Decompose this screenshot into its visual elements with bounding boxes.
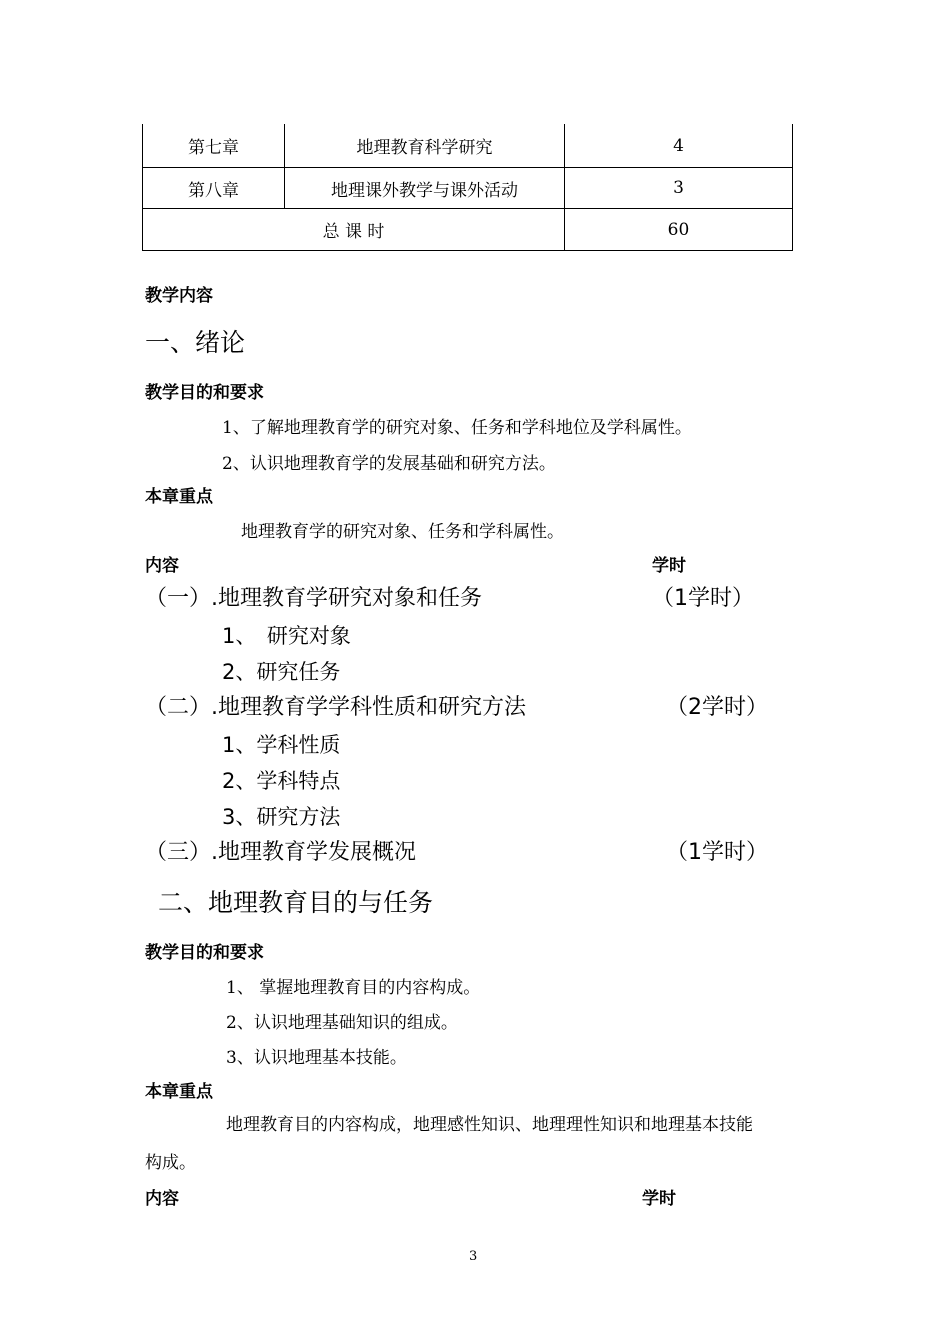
section-1-2-item-3: 3、研究方法	[222, 805, 341, 829]
section-1-2-hours: （2学时）	[666, 695, 768, 720]
table-row	[143, 124, 793, 168]
table-total-row	[143, 209, 793, 251]
chapter-2-focus-label: 本章重点	[145, 1082, 213, 1102]
section-1-1-title: （一）.地理教育学研究对象和任务	[145, 586, 482, 611]
chapter-2-content-label: 内容	[145, 1189, 179, 1209]
page-number: 3	[469, 1249, 478, 1264]
chapter-2-goals-label: 教学目的和要求	[145, 943, 264, 963]
chapter-2-goal-1: 1、 掌握地理教育目的内容构成。	[226, 978, 481, 998]
teaching-content-label: 教学内容	[145, 286, 213, 306]
chapter-1-title: 一、绪论	[145, 328, 246, 357]
chapter-2-goal-3: 3、认识地理基本技能。	[226, 1048, 407, 1068]
section-1-2-item-1: 1、学科性质	[222, 733, 341, 757]
chapter-1-goal-2: 2、认识地理教育学的发展基础和研究方法。	[222, 454, 556, 474]
section-1-1-item-2: 2、研究任务	[222, 660, 341, 684]
chapter-2-goal-2: 2、认识地理基础知识的组成。	[226, 1013, 458, 1033]
chapter-title-cell: 地理课外教学与课外活动	[285, 168, 565, 209]
table-row	[143, 168, 793, 209]
section-1-2-item-2: 2、学科特点	[222, 769, 341, 793]
chapter-cell: 第八章	[143, 168, 285, 209]
section-1-3-title: （三）.地理教育学发展概况	[145, 840, 416, 865]
hours-table	[142, 124, 793, 251]
chapter-2-hours-label: 学时	[642, 1189, 676, 1209]
section-1-3-hours: （1学时）	[666, 840, 768, 865]
section-1-1-hours: （1学时）	[652, 586, 754, 611]
hours-cell: 3	[565, 168, 793, 209]
chapter-2-title: 二、地理教育目的与任务	[158, 888, 434, 917]
hours-cell: 4	[565, 124, 793, 168]
chapter-1-focus-text: 地理教育学的研究对象、任务和学科属性。	[241, 522, 564, 542]
chapter-1-focus-label: 本章重点	[145, 487, 213, 507]
chapter-title-cell: 地理教育科学研究	[285, 124, 565, 168]
chapter-1-content-label: 内容	[145, 556, 179, 576]
chapter-2-focus-line-1: 地理教育目的内容构成，地理感性知识、地理理性知识和地理基本技能	[226, 1115, 753, 1135]
chapter-2-focus-line-2: 构成。	[145, 1153, 196, 1173]
total-label-cell: 总 课 时	[143, 209, 565, 251]
chapter-cell: 第七章	[143, 124, 285, 168]
chapter-1-goal-1: 1、了解地理教育学的研究对象、任务和学科地位及学科属性。	[222, 418, 692, 438]
chapter-1-hours-label: 学时	[652, 556, 686, 576]
section-1-2-title: （二）.地理教育学学科性质和研究方法	[145, 695, 526, 720]
section-1-1-item-1: 1、 研究对象	[222, 624, 351, 648]
total-hours-cell: 60	[565, 209, 793, 251]
chapter-1-goals-label: 教学目的和要求	[145, 383, 264, 403]
